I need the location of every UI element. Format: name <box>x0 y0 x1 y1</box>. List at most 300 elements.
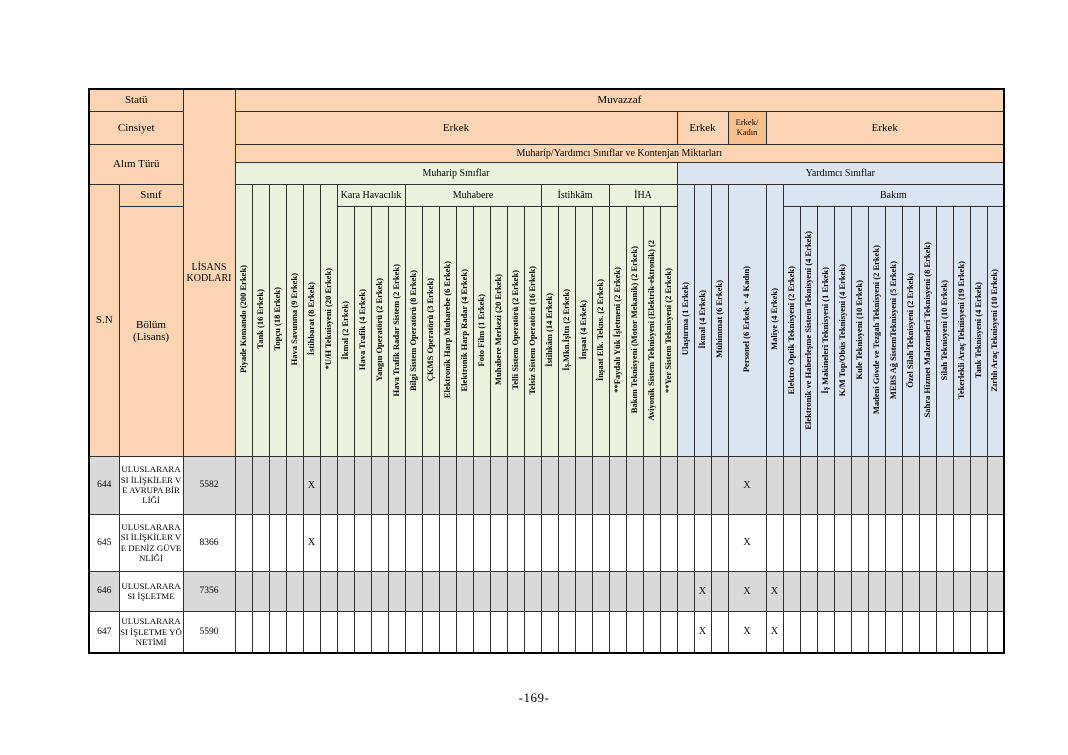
group-header-3: İHA <box>609 184 677 206</box>
col-header-label: **Yer Sistem Teknisyeni (2 Erkek) <box>662 267 673 393</box>
data-cell <box>388 571 405 611</box>
col-header-36 <box>868 206 885 456</box>
header-gender-1: Erkek <box>677 111 728 144</box>
col-header-43 <box>987 206 1004 456</box>
mark-cell: X <box>694 611 711 653</box>
data-cell <box>473 571 490 611</box>
data-cell <box>507 611 524 653</box>
data-cell <box>677 571 694 611</box>
data-cell <box>987 571 1004 611</box>
data-cell <box>834 514 851 571</box>
col-header-9 <box>388 206 405 456</box>
data-cell <box>575 611 592 653</box>
col-header-label: Personel (6 Erkek + 4 Kadın) <box>741 265 752 373</box>
col-header-label: *U/H Teknisyeni (20 Erkek) <box>322 268 333 370</box>
data-cell <box>660 456 677 514</box>
data-cell <box>592 611 609 653</box>
data-cell <box>902 514 919 571</box>
col-header-label: Kule Teknisyeni (10 Erkek) <box>853 280 864 380</box>
data-cell <box>405 514 422 571</box>
table-body <box>89 456 1004 653</box>
row-kod: 7356 <box>183 571 235 611</box>
col-header-4 <box>303 184 320 456</box>
col-header-label: İnşaat Elk. Tekns. (2 Erkek) <box>594 278 605 382</box>
data-cell <box>286 571 303 611</box>
data-cell <box>286 456 303 514</box>
data-cell <box>643 514 660 571</box>
data-cell <box>626 514 643 571</box>
col-header-label: Foto Film (1 Erkek) <box>475 293 486 367</box>
data-cell <box>711 456 728 514</box>
data-cell <box>524 514 541 571</box>
col-header-label: İkmal (2 Erkek) <box>339 300 350 360</box>
mark-cell: X <box>728 514 766 571</box>
data-cell <box>541 571 558 611</box>
data-cell <box>660 611 677 653</box>
col-header-13 <box>456 206 473 456</box>
data-cell <box>885 456 902 514</box>
col-header-label: Hava Trafik Radar Sistem (2 Erkek) <box>390 263 401 397</box>
header-bolum: Bölüm (Lisans) <box>119 206 183 456</box>
data-cell <box>711 514 728 571</box>
col-header-11 <box>422 206 439 456</box>
data-cell <box>711 571 728 611</box>
row-bolum: ULUSLARARASI İLİŞKİLER VE AVRUPA BİRLİĞİ <box>119 456 183 514</box>
data-cell <box>800 456 817 514</box>
col-header-label: Mühimmat (6 Erkek) <box>713 280 724 358</box>
data-cell <box>354 611 371 653</box>
data-cell <box>456 514 473 571</box>
header-sn: S.N <box>89 184 119 456</box>
col-header-17 <box>524 206 541 456</box>
table-head <box>89 89 1004 456</box>
header-gender-0: Erkek <box>235 111 677 144</box>
col-header-label: Aviyonik Sistem Teknisyeni (Elektrik-ektronik) (2 <box>645 239 656 421</box>
data-cell <box>269 514 286 571</box>
mark-cell: X <box>728 571 766 611</box>
data-cell <box>936 611 953 653</box>
col-header-label: Madeni Gövde ve Tezgah Teknisyeni (2 Erkek) <box>870 245 881 415</box>
col-header-label: K/M Top/Obüs Teknisyeni (4 Erkek) <box>836 263 847 397</box>
data-cell <box>541 611 558 653</box>
data-cell <box>953 514 970 571</box>
data-cell <box>558 611 575 653</box>
col-header-29 <box>728 184 766 456</box>
col-header-label: Yangın Operatörü (2 Erkek) <box>373 278 384 382</box>
data-cell <box>817 611 834 653</box>
data-cell <box>524 611 541 653</box>
header-row-statu <box>89 89 1004 111</box>
col-header-37 <box>885 206 902 456</box>
data-cell <box>987 514 1004 571</box>
data-cell <box>473 456 490 514</box>
data-cell <box>405 456 422 514</box>
data-cell <box>269 571 286 611</box>
col-header-label: Tekerlekli Araç Teknisyeni (19 Erkek) <box>955 260 966 400</box>
data-cell <box>919 456 936 514</box>
table-row <box>89 456 1004 514</box>
header-section-0: Muharip Sınıflar <box>235 162 677 184</box>
data-cell <box>970 571 987 611</box>
col-header-label: İstihkâm (14 Erkek) <box>543 293 554 367</box>
row-kod: 5590 <box>183 611 235 653</box>
data-cell <box>541 514 558 571</box>
data-cell <box>766 456 783 514</box>
data-cell <box>711 611 728 653</box>
data-cell <box>660 571 677 611</box>
col-header-40 <box>936 206 953 456</box>
col-header-32 <box>800 206 817 456</box>
col-header-label: Silah Teknisyeni (10 Erkek) <box>938 279 949 381</box>
col-header-1 <box>252 184 269 456</box>
data-cell <box>354 456 371 514</box>
col-header-14 <box>473 206 490 456</box>
data-cell <box>269 456 286 514</box>
col-header-label: Hava Trafik (4 Erkek) <box>356 289 367 371</box>
col-header-35 <box>851 206 868 456</box>
col-header-label: Muhabere Merkezi (20 Erkek) <box>492 274 503 386</box>
data-cell <box>783 456 800 514</box>
data-cell <box>354 514 371 571</box>
data-cell <box>919 611 936 653</box>
data-cell <box>541 456 558 514</box>
data-cell <box>694 514 711 571</box>
data-cell <box>834 611 851 653</box>
data-cell <box>694 456 711 514</box>
col-header-26 <box>677 184 694 456</box>
col-header-27 <box>694 184 711 456</box>
group-header-4: Bakım <box>783 184 1004 206</box>
data-cell <box>800 514 817 571</box>
data-cell <box>422 571 439 611</box>
data-cell <box>473 514 490 571</box>
col-header-label: İstihbarat (8 Erkek) <box>305 282 316 356</box>
col-header-label: Elektronik Harp Muharebe (6 Erkek) <box>441 261 452 399</box>
col-header-22 <box>609 206 626 456</box>
col-header-label: İş.Mkn.İşltn (2 Erkek) <box>560 289 571 371</box>
data-cell <box>439 514 456 571</box>
data-cell <box>235 611 252 653</box>
data-cell <box>936 571 953 611</box>
header-kontenjan: Muharip/Yardımcı Sınıflar ve Kontenjan Miktarları <box>235 144 1004 162</box>
row-bolum: ULUSLARARASI İŞLETME <box>119 571 183 611</box>
data-cell <box>252 571 269 611</box>
col-header-34 <box>834 206 851 456</box>
data-cell <box>490 571 507 611</box>
group-header-2: İstihkâm <box>541 184 609 206</box>
col-header-15 <box>490 206 507 456</box>
data-cell <box>354 571 371 611</box>
col-header-21 <box>592 206 609 456</box>
data-cell <box>851 456 868 514</box>
col-header-7 <box>354 206 371 456</box>
data-cell <box>783 571 800 611</box>
header-alim-turu: Alım Türü <box>89 144 183 184</box>
data-cell <box>817 571 834 611</box>
data-cell <box>783 514 800 571</box>
data-cell <box>388 611 405 653</box>
mark-cell: X <box>303 514 320 571</box>
data-cell <box>885 514 902 571</box>
col-header-label: İnşaat (4 Erkek) <box>577 300 588 360</box>
data-cell <box>800 571 817 611</box>
data-cell <box>235 571 252 611</box>
data-cell <box>269 611 286 653</box>
data-cell <box>337 514 354 571</box>
data-cell <box>868 571 885 611</box>
col-header-label: **Faydalı Yük İşletmeni (2 Erkek) <box>611 267 622 393</box>
col-header-label: Zırhlı Araç Teknisyeni (10 Erkek) <box>989 268 1000 392</box>
col-header-label: İkmal (4 Erkek) <box>696 289 707 349</box>
data-cell <box>970 456 987 514</box>
row-sn: 645 <box>89 514 119 571</box>
col-header-label: Telli Sistem Operatörü (2 Erkek) <box>509 270 520 390</box>
data-cell <box>320 571 337 611</box>
data-cell <box>677 514 694 571</box>
data-cell <box>558 571 575 611</box>
data-cell <box>885 611 902 653</box>
col-header-24 <box>643 206 660 456</box>
data-cell <box>643 611 660 653</box>
data-cell <box>677 611 694 653</box>
data-cell <box>235 456 252 514</box>
data-cell <box>643 571 660 611</box>
data-cell <box>439 456 456 514</box>
col-header-label: Hava Savunma (9 Erkek) <box>288 272 299 366</box>
data-cell <box>919 571 936 611</box>
data-cell <box>252 456 269 514</box>
page-number: -169- <box>518 690 550 705</box>
data-cell <box>558 456 575 514</box>
data-cell <box>868 514 885 571</box>
data-cell <box>834 571 851 611</box>
col-header-10 <box>405 206 422 456</box>
data-cell <box>575 571 592 611</box>
col-header-label: MEBS Ağ SistemTeknisyeni (5 Erkek) <box>887 260 898 400</box>
col-header-19 <box>558 206 575 456</box>
col-header-42 <box>970 206 987 456</box>
col-header-23 <box>626 206 643 456</box>
data-cell <box>953 571 970 611</box>
col-header-label: Bilgi Sistem Operatörü (8 Erkek) <box>407 269 418 391</box>
col-header-12 <box>439 206 456 456</box>
data-cell <box>422 456 439 514</box>
data-cell <box>626 456 643 514</box>
data-cell <box>885 571 902 611</box>
row-bolum: ULUSLARARASI İLİŞKİLER VE DENİZ GÜVENLİĞİ <box>119 514 183 571</box>
data-cell <box>371 611 388 653</box>
data-cell <box>817 456 834 514</box>
data-cell <box>286 611 303 653</box>
mark-cell: X <box>728 611 766 653</box>
group-header-0: Kara Havacılık <box>337 184 405 206</box>
col-header-label: Maliye (4 Erkek) <box>768 288 779 350</box>
col-header-39 <box>919 206 936 456</box>
col-header-label: Tank (16 Erkek) <box>254 289 265 349</box>
data-cell <box>970 611 987 653</box>
data-cell <box>473 611 490 653</box>
col-header-label: Ulaştırma (1 Erkek) <box>679 282 690 356</box>
data-cell <box>592 456 609 514</box>
col-header-20 <box>575 206 592 456</box>
data-cell <box>677 456 694 514</box>
col-header-33 <box>817 206 834 456</box>
col-header-label: Piyade Komando (200 Erkek) <box>237 265 248 373</box>
data-cell <box>507 571 524 611</box>
data-cell <box>320 611 337 653</box>
data-cell <box>303 571 320 611</box>
data-cell <box>592 514 609 571</box>
data-cell <box>439 611 456 653</box>
data-cell <box>252 611 269 653</box>
data-cell <box>851 611 868 653</box>
col-header-6 <box>337 206 354 456</box>
col-header-41 <box>953 206 970 456</box>
data-cell <box>609 611 626 653</box>
data-cell <box>439 571 456 611</box>
col-header-label: Elektro Optik Teknisyeni (2 Erkek) <box>785 265 796 395</box>
data-cell <box>490 456 507 514</box>
col-header-label: Topçu (18 Erkek) <box>271 287 282 351</box>
data-cell <box>609 456 626 514</box>
mark-cell: X <box>766 611 783 653</box>
data-cell <box>851 571 868 611</box>
col-header-16 <box>507 206 524 456</box>
data-cell <box>868 611 885 653</box>
col-header-label: Bakım Teknisyeni (Motor Mekanik) (2 Erkek) <box>628 246 639 414</box>
row-kod: 5582 <box>183 456 235 514</box>
header-lisans-kodlari: LİSANS KODLARI <box>183 89 235 456</box>
data-cell <box>337 571 354 611</box>
col-header-18 <box>541 206 558 456</box>
col-header-label: Elektronik Harp Radar (4 Erkek) <box>458 268 469 392</box>
mark-cell: X <box>694 571 711 611</box>
data-cell <box>902 456 919 514</box>
header-sinif: Sınıf <box>119 184 183 206</box>
data-cell <box>371 514 388 571</box>
data-cell <box>235 514 252 571</box>
data-cell <box>902 571 919 611</box>
data-cell <box>558 514 575 571</box>
group-header-1: Muhabere <box>405 184 541 206</box>
row-sn: 644 <box>89 456 119 514</box>
data-cell <box>252 514 269 571</box>
data-cell <box>626 571 643 611</box>
header-muvazzaf: Muvazzaf <box>235 89 1004 111</box>
data-cell <box>490 611 507 653</box>
data-cell <box>320 514 337 571</box>
col-header-38 <box>902 206 919 456</box>
data-cell <box>337 611 354 653</box>
col-header-5 <box>320 184 337 456</box>
data-cell <box>337 456 354 514</box>
header-gender-2: Erkek/ Kadın <box>728 111 766 144</box>
data-cell <box>371 456 388 514</box>
row-bolum: ULUSLARARASI İŞLETME YÖNETİMİ <box>119 611 183 653</box>
table-row <box>89 514 1004 571</box>
data-cell <box>456 571 473 611</box>
header-cinsiyet: Cinsiyet <box>89 111 183 144</box>
data-cell <box>388 456 405 514</box>
mark-cell: X <box>303 456 320 514</box>
data-cell <box>626 611 643 653</box>
data-cell <box>953 456 970 514</box>
data-cell <box>643 456 660 514</box>
data-cell <box>405 571 422 611</box>
data-cell <box>609 571 626 611</box>
col-header-3 <box>286 184 303 456</box>
col-header-25 <box>660 206 677 456</box>
col-header-2 <box>269 184 286 456</box>
data-cell <box>422 514 439 571</box>
data-cell <box>456 456 473 514</box>
data-cell <box>970 514 987 571</box>
col-header-label: Sahra Hizmet Malzemeleri Teknisyeni (8 Erkek) <box>921 242 932 418</box>
data-cell <box>660 514 677 571</box>
data-cell <box>490 514 507 571</box>
data-cell <box>936 456 953 514</box>
kontenjan-table <box>88 88 1005 654</box>
col-header-label: Tank Teknisyeni (4 Erkek) <box>972 281 983 379</box>
col-header-28 <box>711 184 728 456</box>
table-row <box>89 611 1004 653</box>
data-cell <box>609 514 626 571</box>
data-cell <box>507 456 524 514</box>
col-header-label: İş Makineleri Teknisyeni (1 Erkek) <box>819 266 830 394</box>
row-sn: 646 <box>89 571 119 611</box>
data-cell <box>303 611 320 653</box>
data-cell <box>919 514 936 571</box>
data-cell <box>987 611 1004 653</box>
header-section-1: Yardımcı Sınıflar <box>677 162 1004 184</box>
table-row <box>89 571 1004 611</box>
col-header-31 <box>783 206 800 456</box>
data-cell <box>575 456 592 514</box>
data-cell <box>575 514 592 571</box>
data-cell <box>524 571 541 611</box>
header-statu: Statü <box>89 89 183 111</box>
data-cell <box>286 514 303 571</box>
col-header-label: Elektronik ve Haberleşme Sistem Teknisyeni (4 Erkek) <box>802 230 813 430</box>
row-sn: 647 <box>89 611 119 653</box>
col-header-label: ÇKMS Operatörü (3 Erkek) <box>424 278 435 382</box>
data-cell <box>953 611 970 653</box>
data-cell <box>783 611 800 653</box>
data-cell <box>800 611 817 653</box>
col-header-8 <box>371 206 388 456</box>
header-gender-3: Erkek <box>766 111 1004 144</box>
data-cell <box>766 514 783 571</box>
data-cell <box>507 514 524 571</box>
data-cell <box>422 611 439 653</box>
col-header-30 <box>766 184 783 456</box>
col-header-0 <box>235 184 252 456</box>
data-cell <box>524 456 541 514</box>
data-cell <box>456 611 473 653</box>
data-cell <box>592 571 609 611</box>
data-cell <box>902 611 919 653</box>
data-cell <box>371 571 388 611</box>
data-cell <box>936 514 953 571</box>
data-cell <box>834 456 851 514</box>
col-header-label: Özel Silah Teknisyeni (2 Erkek) <box>904 272 915 388</box>
col-header-label: Telsiz Sistem Operatörü (16 Erkek) <box>526 265 537 395</box>
data-cell <box>405 611 422 653</box>
data-cell <box>388 514 405 571</box>
data-cell <box>868 456 885 514</box>
mark-cell: X <box>766 571 783 611</box>
mark-cell: X <box>728 456 766 514</box>
